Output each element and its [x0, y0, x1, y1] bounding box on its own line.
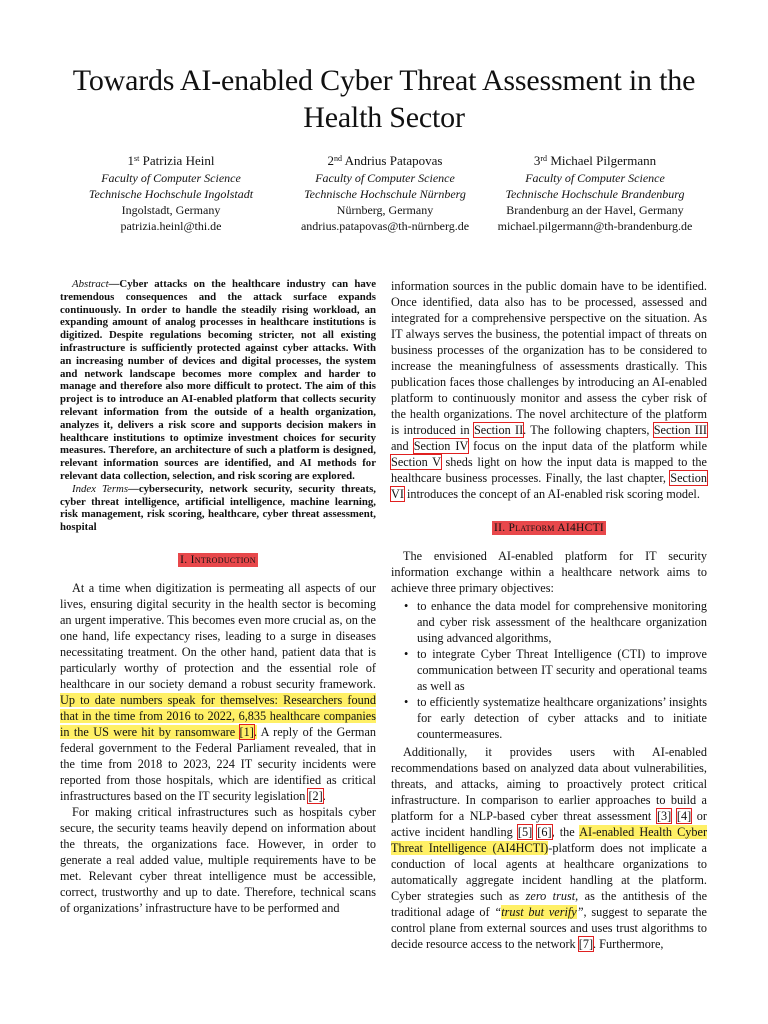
author-name: Andrius Patapovas [344, 153, 443, 168]
author-faculty: Faculty of Computer Science [315, 171, 455, 185]
list-item: • to efficiently systematize healthcare organizations’ insights for early detection of cyber attacks and to initiate countermeasures. [417, 694, 707, 742]
section-link[interactable]: Section V [391, 455, 441, 469]
author-email: michael.pilgermann@th-brandenburg.de [497, 219, 693, 233]
intro-paragraph-2: For making critical infrastructures such as hospitals cyber secure, the security teams heavily depend on information about the threats, the organizations face. However, in order to generate a real added value, multiple requirements have to be met. Relevant cyber threat intelligence must be accessible, correct, trustworthy and up to date. Therefore, technical scans of organizations’ infrastructure have to be performed and [60, 804, 376, 915]
citation-link[interactable]: [2] [308, 788, 323, 803]
intro-paragraph-3: information sources in the public domain have to be identified. Once identified, data also has to be processed, assessed and integrated for a comprehensive perspective on the situation. As IT always serves the business, the potential impact of threats on business processes of the organization has to be considered to increase the meaningfulness of assessments drastically. This publication faces those challenges by introducing an AI-enabled platform to continuously monitor and assess the cyber risk of the health organizations. The novel architecture of the platform is introduced in Section II. The following chapters, Section III and Section IV focus on the input data of the platform while Section V sheds light on how the input data is mapped to the healthcare business processes. Finally, the last chapter, Section VI introduces the concept of an AI-enabled risk scoring model. [391, 279, 708, 501]
highlighted-text: AI-enabled Health Cyber Threat Intelligence (AI4HCTI) [391, 825, 708, 855]
section-link[interactable]: Section III [653, 423, 708, 437]
index-terms-label: Index Terms [72, 482, 129, 495]
author-city: Ingolstadt, Germany [121, 203, 221, 217]
section-heading-introduction: I. Introduction [180, 553, 256, 566]
section-link[interactable]: Section VI [391, 471, 707, 501]
citation-link[interactable]: [7] [578, 937, 594, 951]
highlighted-text: Up to date numbers speak for themselves: Researchers found that in the time from 2016 to 2022, 6,835 healthcare companies in the US were hit by ransomware [1]. [60, 692, 376, 739]
author-name: Michael Pilgermann [550, 153, 657, 168]
author-3: 3rd Michael Pilgermann Faculty of Computer Science Technische Hochschule Brandenburg Brandenburg an der Havel, Germany michael.pilgermann@th-brandenburg.de [484, 153, 706, 234]
citation-link[interactable]: [5] [517, 825, 533, 839]
author-university: Technische Hochschule Nürnberg [304, 187, 466, 201]
author-2: 2nd Andrius Patapovas Faculty of Computer Science Technische Hochschule Nürnberg Nürnberg, Germany andrius.patapovas@th-nürnberg.de [272, 153, 498, 234]
section-link[interactable]: Section IV [413, 439, 469, 453]
left-column [60, 278, 376, 916]
list-item: • to enhance the data model for comprehensive monitoring and cyber risk assessment of the healthcare organization using advanced algorithms, [417, 598, 707, 646]
author-email: patrizia.heinl@thi.de [120, 219, 222, 233]
author-university: Technische Hochschule Ingolstadt [88, 187, 254, 201]
section-heading-platform: II. Platform AI4HCTI [493, 522, 605, 534]
author-faculty: Faculty of Computer Science [101, 171, 241, 185]
citation-link[interactable]: [1] [239, 724, 254, 739]
author-university: Technische Hochschule Brandenburg [505, 187, 685, 201]
intro-paragraph-1: At a time when digitization is permeating all aspects of our lives, ensuring digital security in the health sector is becoming an urgent imperative. This becomes even more crucial as, on the one hand, life expectancy rises, leading to a surge in diseases necessitating treatment. On the other hand, patient data that is particularly worthy of protection and the essential role of healthcare in our society demand a robust security framework. Up to date numbers speak for themselves: Researchers found that in the time from 2016 to 2022, 6,835 healthcare companies in the US were hit by ransomware [1]. A reply of the German federal government to the Federal Parliament revealed, that in the time from 2018 to 2023, 224 IT security incidents were reported from those hospitals, which are identified as critical infrastructures based on the IT security legislation [2]. [60, 580, 377, 803]
platform-paragraph-1: The envisioned AI-enabled platform for IT security information exchange within a healthcare network aims to achieve three primary objectives: [391, 549, 707, 595]
author-city: Brandenburg an der Havel, Germany [506, 203, 684, 217]
author-1: 1st Patrizia Heinl Faculty of Computer Science Technische Hochschule Ingolstadt Ingolstadt, Germany patrizia.heinl@thi.de [60, 153, 282, 234]
right-column [391, 278, 707, 952]
citation-link[interactable]: [3] [656, 809, 672, 823]
author-faculty: Faculty of Computer Science [525, 171, 665, 185]
abstract: Abstract—Cyber attacks on the healthcare industry can have tremendous consequences and the attack surface expands continuously. In order to handle the steadily rising workload, an expanding amount of analog processes in healthcare institutions is digitized. Despite regulations becoming stricter, not all existing infrastructure is sufficiently protected against cyber attacks. With an increasing number of devices and digital processes, the system and network landscape becomes more complex and harder to manage and therefore also more difficult to protect. The aim of this project is to introduce an AI-enabled platform that collects security relevant information from the outside of a health organization, analyzes it, delivers a risk score and supports decision makers in healthcare institutions to optimize investment choices for security measures. Therefore, an architecture of such a platform is designed, relevant information sources are identified, and AI methods for relevant data collection, selection, and risk scoring are explored. [60, 278, 376, 482]
paper-title: Towards AI-enabled Cyber Threat Assessment in the Health Sector [72, 64, 696, 134]
abstract-label: Abstract [72, 278, 109, 290]
index-terms: Index Terms—cybersecurity, network security, security threats, cyber threat intelligence, artificial intelligence, machine learning, risk management, risk scoring, healthcare, cyber threat assessment, hospital [60, 482, 376, 534]
author-email: andrius.patapovas@th-nürnberg.de [300, 219, 470, 233]
author-name: Patrizia Heinl [142, 153, 215, 168]
list-item: • to integrate Cyber Threat Intelligence (CTI) to improve communication between IT security and operational teams as well as [417, 646, 707, 694]
author-city: Nürnberg, Germany [336, 203, 434, 217]
highlighted-text: trust but verify [501, 905, 577, 919]
platform-paragraph-2: Additionally, it provides users with AI-enabled recommendations based on analyzed data about vulnerabilities, threats, and attacks, aiming to proactively protect critical infrastructure. In comparison to earlier approaches to build a platform for a NLP-based cyber threat assessment [3] [4] or active incident handling [5] [6], the AI-enabled Health Cyber Threat Intelligence (AI4HCTI)-platform does not implicate a conduction of local agents at healthcare organizations to automatically aggregate incident handling at the platform. Cyber strategies such as zero trust, as the antithesis of the traditional adage of “trust but verify”, suggest to separate the control plane from external sources and uses trust algorithms to decide resource access to the network [7]. Furthermore, [391, 745, 708, 951]
objectives-list [391, 598, 707, 742]
section-link[interactable]: Section II [473, 423, 524, 437]
citation-link[interactable]: [4] [676, 809, 692, 823]
citation-link[interactable]: [6] [537, 825, 552, 839]
